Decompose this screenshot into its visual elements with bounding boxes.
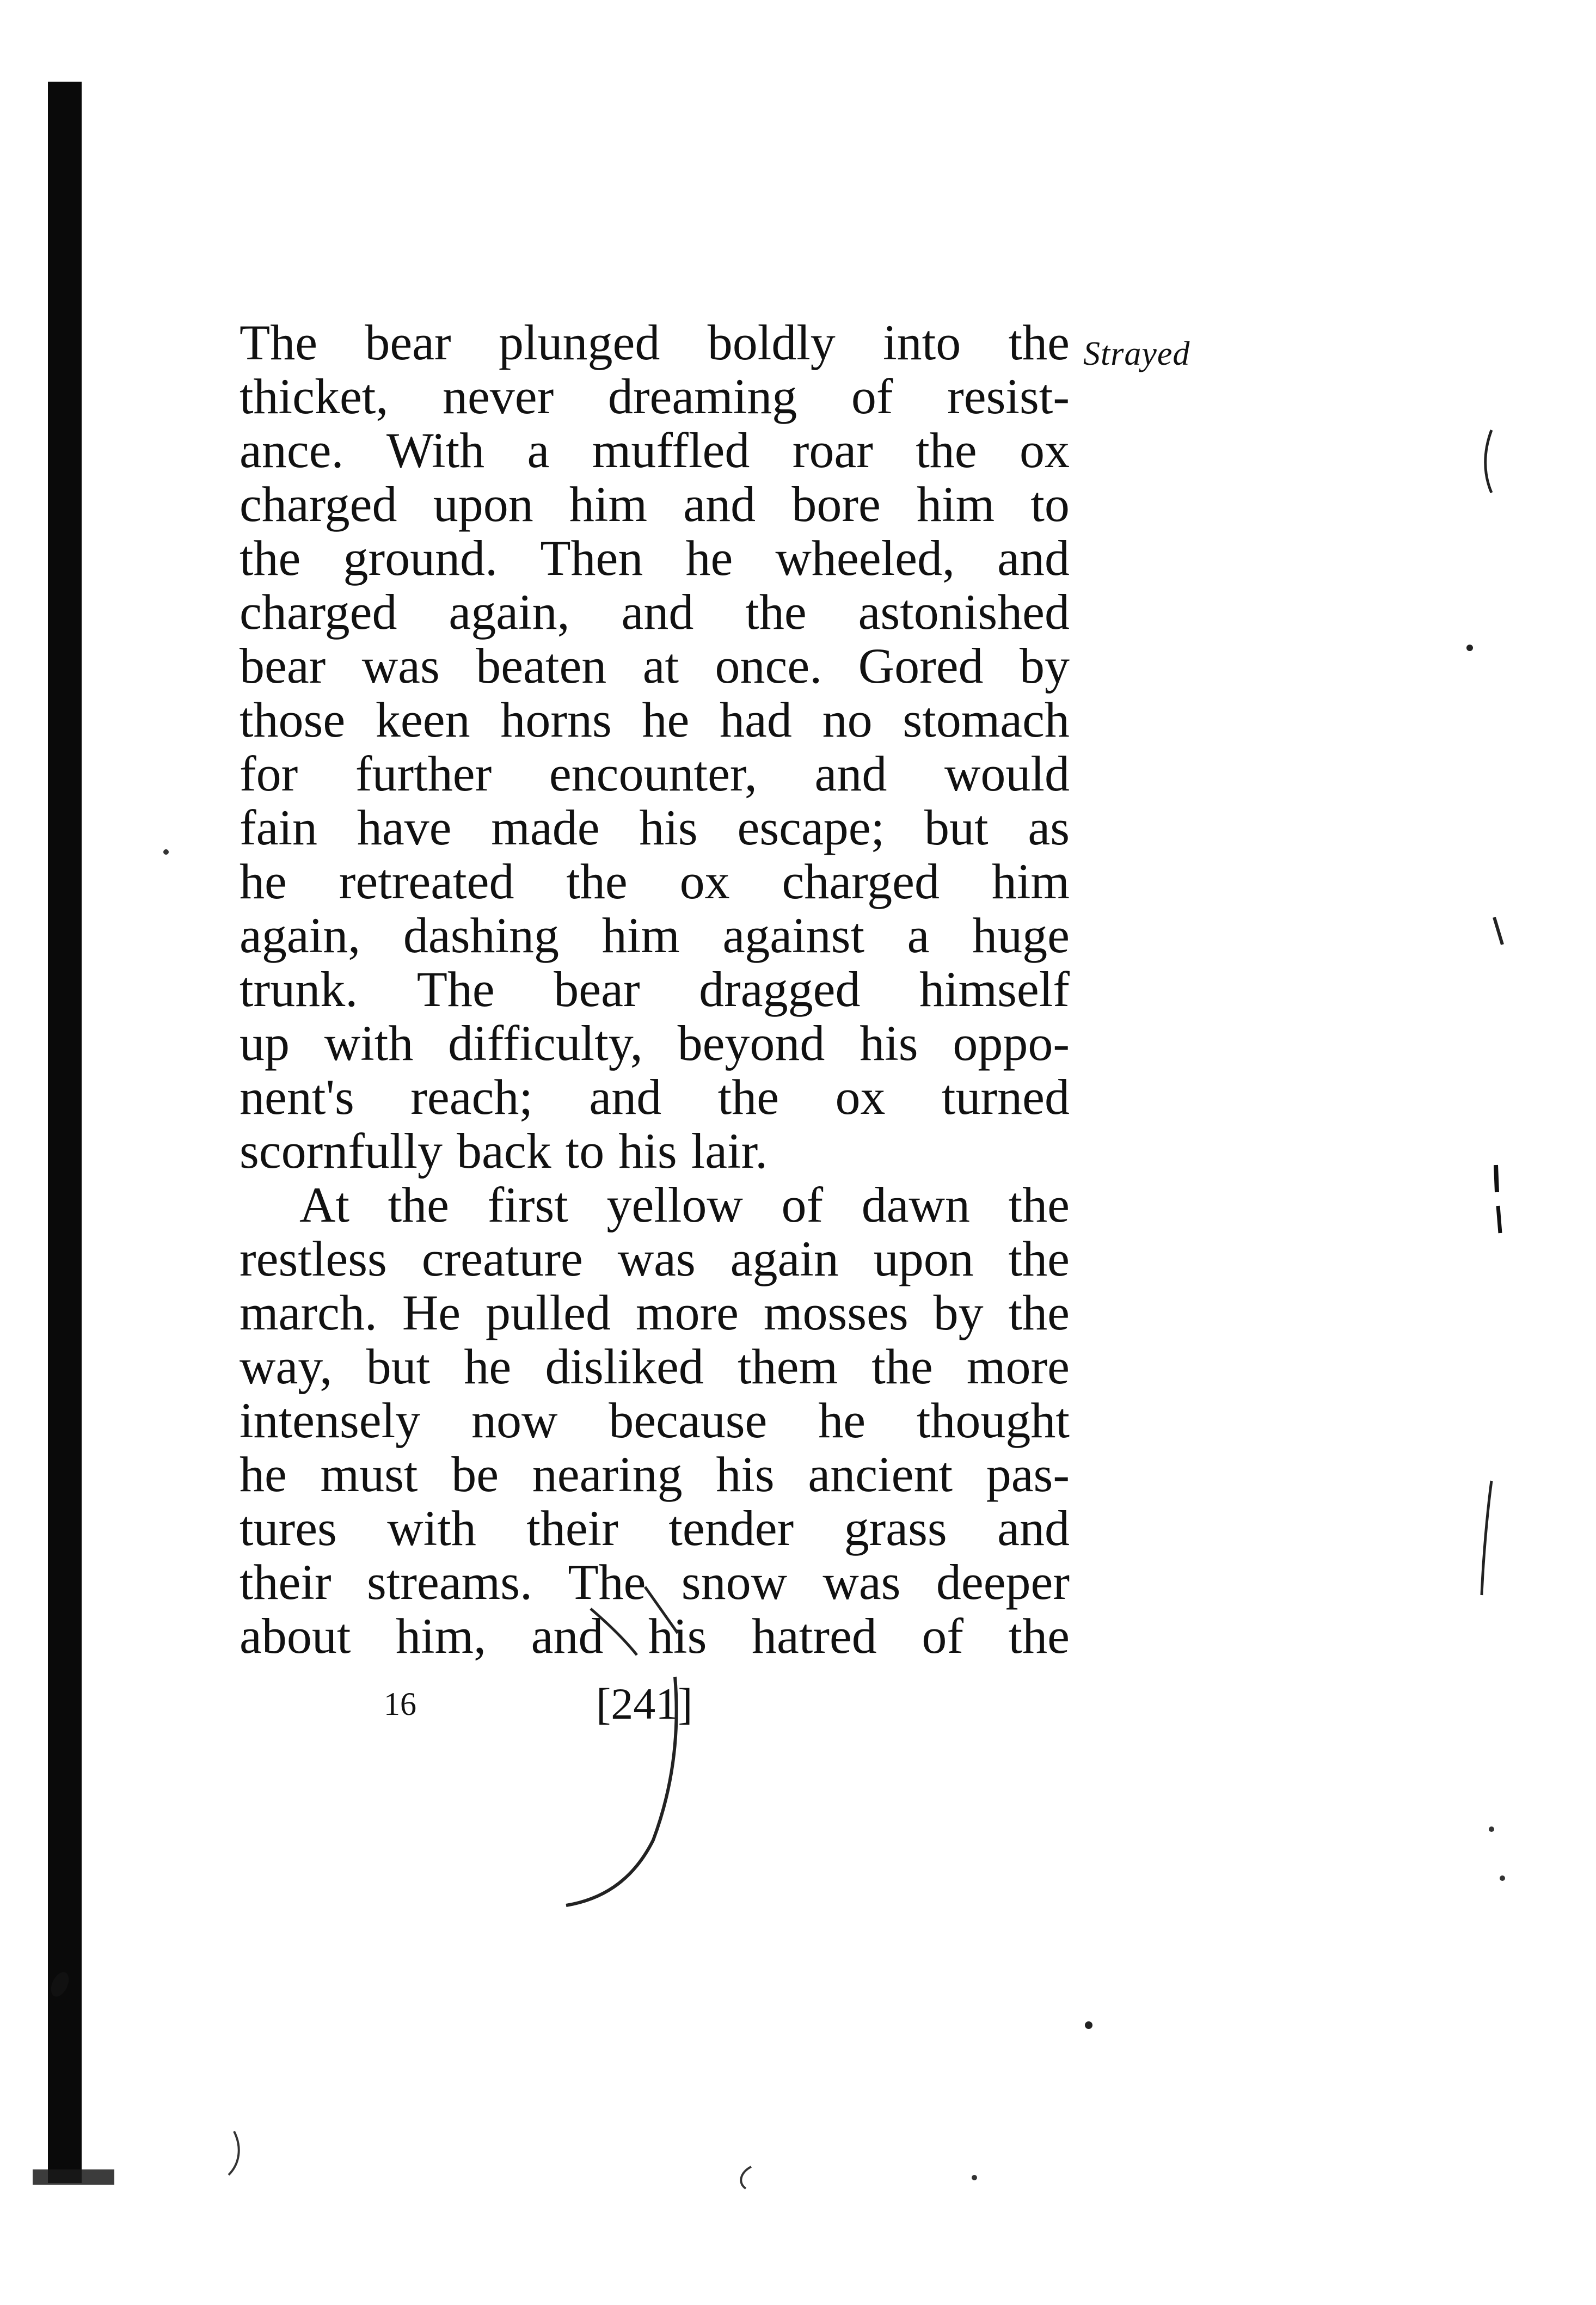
word: the xyxy=(1008,1231,1070,1286)
word: march. xyxy=(240,1285,377,1340)
word: restless xyxy=(240,1231,387,1286)
text-line xyxy=(240,855,1070,909)
word: about xyxy=(240,1608,351,1664)
word: upon xyxy=(433,476,533,532)
binding-gutter-foot xyxy=(33,2169,114,2185)
text-line xyxy=(240,963,1070,1016)
word: and xyxy=(683,476,756,532)
word: The xyxy=(416,961,495,1017)
word: grass xyxy=(844,1500,947,1556)
text-line xyxy=(240,477,1070,531)
word: nearing xyxy=(532,1446,683,1502)
word: intensely xyxy=(240,1393,421,1448)
speck xyxy=(163,849,169,855)
word: oppo- xyxy=(953,1015,1070,1071)
word: escape; xyxy=(737,800,885,855)
text-line xyxy=(240,1609,1070,1663)
word: mosses xyxy=(763,1285,909,1340)
speck xyxy=(1489,1826,1494,1832)
text-line xyxy=(240,1178,1070,1232)
word: pas- xyxy=(986,1446,1070,1502)
word: and xyxy=(621,584,694,640)
word: more xyxy=(635,1285,739,1340)
word: way, xyxy=(240,1339,333,1394)
word: up xyxy=(240,1015,290,1071)
signature-mark: 16 xyxy=(384,1686,416,1722)
word: ground. xyxy=(343,530,498,586)
word: nent's xyxy=(240,1069,354,1125)
word: but xyxy=(924,800,989,855)
word: scornfully xyxy=(240,1123,443,1179)
text-line xyxy=(240,1232,1070,1286)
text-line xyxy=(240,1124,1070,1178)
word: of xyxy=(851,369,893,424)
word: ox xyxy=(679,854,730,909)
word: he xyxy=(685,530,733,586)
word: He xyxy=(402,1285,461,1340)
text-line xyxy=(240,1394,1070,1448)
word: the xyxy=(1008,1608,1070,1664)
word: the xyxy=(871,1339,933,1394)
word: again xyxy=(730,1231,839,1286)
word: into xyxy=(883,315,961,370)
word: him xyxy=(601,908,680,963)
paragraph-1 xyxy=(240,316,1070,1178)
paragraph-2 xyxy=(240,1178,1070,1663)
word: further xyxy=(355,746,492,801)
word: was xyxy=(822,1554,901,1610)
word: beyond xyxy=(677,1015,825,1071)
edge-mark xyxy=(1494,917,1502,945)
word: again, xyxy=(240,908,361,963)
pencil-stroke xyxy=(741,2167,751,2188)
speck xyxy=(1085,2021,1092,2029)
word: he xyxy=(818,1393,866,1448)
word: fain xyxy=(240,800,318,855)
text-line xyxy=(240,370,1070,424)
word: streams. xyxy=(366,1554,532,1610)
word: with xyxy=(324,1015,414,1071)
word: bear xyxy=(365,315,451,370)
word: him xyxy=(917,476,995,532)
word: his xyxy=(860,1015,918,1071)
word: more xyxy=(966,1339,1070,1394)
word: creature xyxy=(421,1231,583,1286)
word: he xyxy=(240,854,287,909)
edge-mark xyxy=(1498,1206,1500,1233)
word: Then xyxy=(540,530,643,586)
text-line xyxy=(240,531,1070,585)
word: him xyxy=(991,854,1070,909)
word: the xyxy=(916,422,977,478)
text-line xyxy=(240,909,1070,963)
word: At xyxy=(299,1177,349,1233)
word: the xyxy=(1008,1285,1070,1340)
binding-gutter-shadow xyxy=(48,82,82,2183)
word: bore xyxy=(791,476,881,532)
word: by xyxy=(933,1285,984,1340)
word: lair. xyxy=(691,1123,768,1179)
word: dawn xyxy=(861,1177,970,1233)
word: tender xyxy=(668,1500,794,1556)
text-line xyxy=(240,585,1070,639)
speck xyxy=(972,2175,977,2180)
word: ance. xyxy=(240,422,344,478)
word: The xyxy=(568,1554,646,1610)
text-line xyxy=(240,1501,1070,1555)
word: thought xyxy=(916,1393,1070,1448)
word: by xyxy=(1019,638,1070,694)
word: him xyxy=(569,476,648,532)
word: ox xyxy=(835,1069,886,1125)
word: plunged xyxy=(498,315,660,370)
word: his xyxy=(648,1608,707,1664)
word: never xyxy=(442,369,554,424)
text-line xyxy=(240,316,1070,370)
word: he xyxy=(642,692,690,747)
word: him, xyxy=(395,1608,487,1664)
word: turned xyxy=(941,1069,1070,1125)
word: bear xyxy=(240,638,326,694)
word: bear xyxy=(554,961,640,1017)
word: must xyxy=(320,1446,418,1502)
word: dragged xyxy=(699,961,861,1017)
word: had xyxy=(720,692,792,747)
word: deeper xyxy=(936,1554,1070,1610)
word: horns xyxy=(500,692,612,747)
word: the xyxy=(1008,315,1070,370)
word: the xyxy=(1008,1177,1070,1233)
word: their xyxy=(240,1554,332,1610)
text-line xyxy=(240,424,1070,477)
text-line xyxy=(240,801,1070,855)
edge-mark xyxy=(1485,430,1491,493)
word: muffled xyxy=(592,422,750,478)
pencil-stroke xyxy=(229,2131,239,2175)
text-line xyxy=(240,747,1070,801)
word: to xyxy=(1030,476,1070,532)
word: snow xyxy=(681,1554,788,1610)
word: himself xyxy=(919,961,1070,1017)
word: because xyxy=(609,1393,768,1448)
word: With xyxy=(386,422,485,478)
word: he xyxy=(464,1339,512,1394)
word: at xyxy=(642,638,679,694)
word: be xyxy=(451,1446,499,1502)
text-line xyxy=(240,1070,1070,1124)
word: pulled xyxy=(486,1285,611,1340)
word: charged xyxy=(782,854,940,909)
word: to xyxy=(565,1123,605,1179)
speck xyxy=(1500,1875,1505,1881)
word: ox xyxy=(1019,422,1070,478)
word: and xyxy=(997,530,1070,586)
word: trunk. xyxy=(240,961,358,1017)
word: disliked xyxy=(545,1339,704,1394)
speck xyxy=(1466,645,1473,651)
word: tures xyxy=(240,1500,337,1556)
word: yellow xyxy=(606,1177,743,1233)
word: back xyxy=(457,1123,551,1179)
word: dreaming xyxy=(607,369,797,424)
word: thicket, xyxy=(240,369,389,424)
word: and xyxy=(531,1608,604,1664)
word: again, xyxy=(449,584,570,640)
word: ancient xyxy=(808,1446,953,1502)
word: dashing xyxy=(403,908,560,963)
word: of xyxy=(781,1177,824,1233)
word: upon xyxy=(873,1231,974,1286)
word: Gored xyxy=(858,638,984,694)
word: he xyxy=(240,1446,287,1502)
word: have xyxy=(357,800,452,855)
word: his xyxy=(618,1123,677,1179)
word: and xyxy=(589,1069,662,1125)
word: huge xyxy=(972,908,1070,963)
word: no xyxy=(822,692,873,747)
word: was xyxy=(361,638,440,694)
text-line xyxy=(240,639,1070,693)
word: for xyxy=(240,746,298,801)
word: against xyxy=(722,908,865,963)
word: resist- xyxy=(947,369,1070,424)
word: keen xyxy=(375,692,470,747)
word: charged xyxy=(240,584,397,640)
text-line xyxy=(240,1340,1070,1394)
word: his xyxy=(639,800,698,855)
word: was xyxy=(617,1231,696,1286)
marginal-note: Strayed xyxy=(1083,335,1190,372)
word: wheeled, xyxy=(775,530,955,586)
text-line xyxy=(240,1448,1070,1501)
word: once. xyxy=(715,638,822,694)
word: roar xyxy=(792,422,873,478)
word: stomach xyxy=(903,692,1070,747)
word: beaten xyxy=(476,638,607,694)
word: a xyxy=(527,422,550,478)
word: those xyxy=(240,692,346,747)
word: and xyxy=(997,1500,1070,1556)
word: hatred xyxy=(751,1608,877,1664)
word: his xyxy=(716,1446,775,1502)
word: the xyxy=(717,1069,779,1125)
word: their xyxy=(526,1500,618,1556)
word: astonished xyxy=(858,584,1070,640)
word: The xyxy=(240,315,318,370)
word: encounter, xyxy=(549,746,757,801)
body-text xyxy=(240,316,1070,1663)
word: with xyxy=(387,1500,476,1556)
word: but xyxy=(366,1339,431,1394)
word: would xyxy=(944,746,1070,801)
word: as xyxy=(1028,800,1070,855)
word: first xyxy=(487,1177,568,1233)
edge-mark xyxy=(1482,1481,1491,1595)
word: made xyxy=(491,800,600,855)
word: reach; xyxy=(410,1069,533,1125)
text-line xyxy=(240,1286,1070,1340)
page-number: [241] xyxy=(596,1679,693,1728)
word: difficulty, xyxy=(448,1015,643,1071)
word: of xyxy=(922,1608,963,1664)
word: a xyxy=(907,908,930,963)
word: now xyxy=(471,1393,558,1448)
word: and xyxy=(814,746,887,801)
text-line xyxy=(240,1016,1070,1070)
word: them xyxy=(738,1339,838,1394)
word: the xyxy=(745,584,807,640)
word: charged xyxy=(240,476,397,532)
word: boldly xyxy=(707,315,836,370)
word: the xyxy=(388,1177,450,1233)
word: the xyxy=(240,530,301,586)
text-line xyxy=(240,1555,1070,1609)
word: retreated xyxy=(339,854,514,909)
text-line xyxy=(240,693,1070,747)
word: the xyxy=(566,854,628,909)
edge-mark xyxy=(1496,1165,1497,1192)
